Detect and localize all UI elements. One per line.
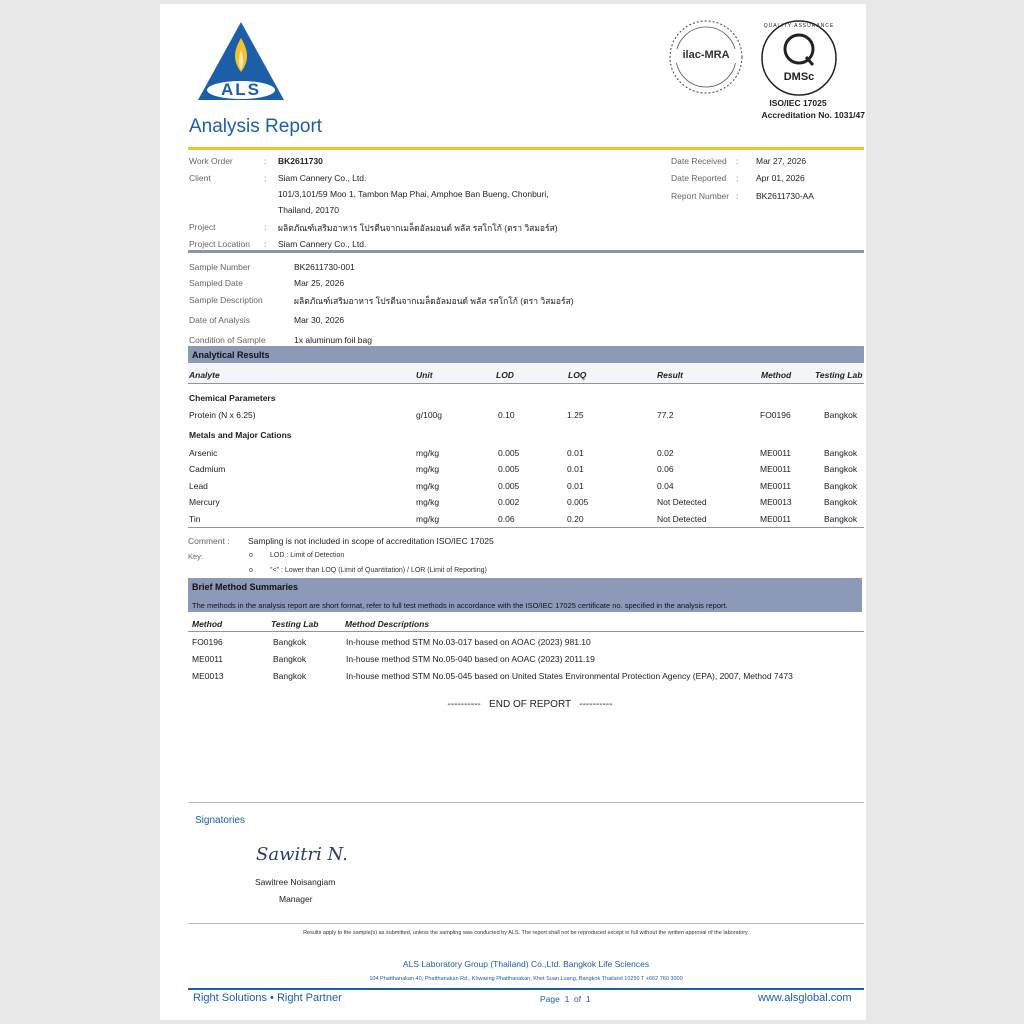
table-row — [188, 448, 864, 460]
date-of-analysis-label: Date of Analysis — [189, 315, 250, 325]
ilac-mra-logo — [668, 19, 744, 95]
cell-loq: 0.005 — [567, 497, 589, 507]
comment-label: Comment : — [188, 536, 230, 546]
work-order-label: Work Order — [189, 156, 233, 166]
report-number-value: BK2611730-AA — [756, 191, 814, 201]
sampled-date-value: Mar 25, 2026 — [294, 278, 345, 288]
analytical-results-title: Analytical Results — [192, 350, 270, 360]
cell-analyte: Tin — [189, 514, 201, 524]
colon: : — [736, 191, 739, 201]
table-row — [188, 514, 864, 526]
table-row — [188, 497, 864, 509]
method-code: ME0013 — [192, 671, 224, 681]
sample-description-label: Sample Description — [189, 295, 263, 305]
cell-unit: mg/kg — [416, 481, 440, 491]
project-value: ผลิตภัณฑ์เสริมอาหาร โปรตีนจากเมล็ดอัลมอนด์ พลัส รสโกโก้ (ตรา วิสมอร์ส) — [278, 223, 558, 233]
cell-unit: mg/kg — [416, 448, 440, 458]
project-location-label: Project Location — [189, 239, 250, 249]
comment-text: Sampling is not included in scope of accreditation ISO/IEC 17025 — [248, 536, 494, 546]
cell-unit: mg/kg — [416, 497, 440, 507]
method-code: ME0011 — [192, 654, 224, 664]
accreditation-number: Accreditation No. 1031/47 — [761, 110, 865, 120]
key-lod: LOD : Limit of Detection — [270, 552, 345, 559]
footer-divider — [188, 923, 864, 924]
date-reported-value: Apr 01, 2026 — [756, 173, 805, 183]
cell-testing-lab: Bangkok — [824, 514, 858, 524]
page-title: Analysis Report — [189, 116, 323, 137]
condition-value: 1x aluminum foil bag — [294, 335, 372, 345]
analytical-results-band — [188, 346, 864, 363]
th-unit: Unit — [416, 370, 433, 380]
method-description: In-house method STM No.05-040 based on AOAC (2023) 2011.19 — [346, 654, 595, 664]
cell-lod: 0.005 — [498, 448, 520, 458]
method-row — [188, 637, 864, 649]
signatory-name: Sawitree Noisangiam — [255, 877, 336, 887]
th-lod: LOD — [496, 370, 514, 380]
th-analyte: Analyte — [189, 370, 220, 380]
report-page — [160, 4, 866, 1020]
cell-analyte: Lead — [189, 481, 208, 491]
signatories-label: Signatories — [195, 815, 246, 826]
date-reported-label: Date Reported — [671, 173, 727, 183]
key-loq: "<" : Lower than LOQ (Limit of Quantitation) / LOR (Limit of Reporting) — [270, 567, 487, 574]
dmsc-logo — [760, 19, 838, 97]
method-row — [188, 671, 864, 683]
cell-testing-lab: Bangkok — [824, 464, 858, 474]
dmsc-text: DMSc — [783, 71, 815, 83]
th-method: Method — [761, 370, 792, 380]
cell-result: Not Detected — [657, 514, 707, 524]
method-description: In-house method STM No.05-045 based on United States Environmental Protection Agency (EPA), 2007, Method 7473 — [346, 671, 793, 681]
ilac-mra-text: ilac-MRA — [682, 49, 730, 61]
cell-loq: 0.01 — [567, 464, 584, 474]
cell-result: 77.2 — [657, 410, 674, 420]
cell-result: Not Detected — [657, 497, 707, 507]
colon: : — [264, 222, 267, 232]
signatories-divider — [188, 802, 864, 803]
cell-lod: 0.005 — [498, 464, 520, 474]
signature: Sawitri N. — [256, 844, 348, 865]
colon: : — [264, 173, 267, 183]
client-address-2: Thailand, 20170 — [278, 205, 339, 215]
sampled-date-label: Sampled Date — [189, 278, 243, 288]
work-order-value: BK2611730 — [278, 156, 323, 166]
sample-number-value: BK2611730-001 — [294, 262, 355, 272]
method-lab: Bangkok — [273, 671, 307, 681]
sample-description-value: ผลิตภัณฑ์เสริมอาหาร โปรตีนจากเมล็ดอัลมอนด์ พลัส รสโกโก้ (ตรา วิสมอร์ส) — [294, 296, 574, 306]
method-lab: Bangkok — [273, 637, 307, 647]
sample-number-label: Sample Number — [189, 262, 251, 272]
th-loq: LOQ — [568, 370, 587, 380]
condition-label: Condition of Sample — [189, 335, 266, 345]
date-of-analysis-value: Mar 30, 2026 — [294, 315, 345, 325]
als-logo-text: ALS — [221, 80, 261, 99]
cell-loq: 1.25 — [567, 410, 584, 420]
cell-testing-lab: Bangkok — [824, 497, 858, 507]
cell-analyte: Arsenic — [189, 448, 218, 458]
cell-method: ME0011 — [760, 514, 792, 524]
website-link[interactable]: www.alsglobal.com — [758, 992, 852, 1004]
cell-analyte: Protein (N x 6.25) — [189, 410, 256, 420]
table-row — [188, 464, 864, 476]
table-row — [188, 481, 864, 493]
cell-method: ME0011 — [760, 448, 792, 458]
project-label: Project — [189, 222, 216, 232]
company-address: 104 Phatthanakan 40, Phatthanakan Rd., Khwaeng Phatthanakan, Khet Suan Luang, Bangkok Thailand 10250 T +662 760 3000 — [369, 976, 683, 982]
colon: : — [736, 156, 739, 166]
method-lab: Bangkok — [273, 654, 307, 664]
th-testing-lab: Testing Lab — [815, 370, 863, 380]
cell-loq: 0.01 — [567, 448, 584, 458]
colon: : — [264, 156, 267, 166]
method-row — [188, 654, 864, 666]
cell-lod: 0.10 — [498, 410, 515, 420]
footer-bottom-line — [188, 988, 864, 990]
th-method-descriptions: Method Descriptions — [345, 619, 430, 629]
colon: : — [264, 239, 267, 249]
end-of-report: ---------- END OF REPORT ---------- — [447, 699, 613, 710]
methods-header-divider — [188, 631, 864, 632]
cell-method: FO0196 — [760, 410, 791, 420]
key-bullet: o — [249, 567, 253, 574]
method-summaries-title: Brief Method Summaries — [192, 582, 299, 592]
cell-loq: 0.20 — [567, 514, 584, 524]
project-location-value: Siam Cannery Co., Ltd. — [278, 239, 367, 249]
section-divider — [188, 250, 864, 253]
cell-unit: mg/kg — [416, 514, 440, 524]
cell-result: 0.06 — [657, 464, 674, 474]
cell-result: 0.02 — [657, 448, 674, 458]
group-chemical-parameters: Chemical Parameters — [189, 393, 276, 403]
slogan: Right Solutions • Right Partner — [193, 992, 342, 1004]
company-name: ALS Laboratory Group (Thailand) Co.,Ltd. Bangkok Life Sciences — [402, 959, 650, 969]
client-address-1: 101/3,101/59 Moo 1, Tambon Map Phai, Amphoe Ban Bueng, Chonburi, — [278, 189, 549, 199]
table-row — [188, 410, 864, 422]
cell-result: 0.04 — [657, 481, 674, 491]
cell-testing-lab: Bangkok — [824, 448, 858, 458]
key-label: Key: — [188, 552, 204, 561]
cell-unit: mg/kg — [416, 464, 440, 474]
colon: : — [736, 173, 739, 183]
group-metals: Metals and Major Cations — [189, 430, 292, 440]
cell-method: ME0013 — [760, 497, 792, 507]
iso-label: ISO/IEC 17025 — [769, 98, 827, 108]
report-number-label: Report Number — [671, 191, 730, 201]
cell-testing-lab: Bangkok — [824, 481, 858, 491]
client-value: Siam Cannery Co., Ltd. — [278, 173, 367, 183]
dmsc-ring-text: QUALITY ASSURANCE — [763, 23, 835, 29]
cell-loq: 0.01 — [567, 481, 584, 491]
date-received-label: Date Received — [671, 156, 727, 166]
method-summaries-note: The methods in the analysis report are short format, refer to full test methods in accordance with the ISO/IEC 17025 certificate no. specified in the analysis report. — [192, 601, 728, 610]
page-number: Page 1 of 1 — [540, 994, 591, 1004]
method-description: In-house method STM No.03-017 based on AOAC (2023) 981.10 — [346, 637, 591, 647]
cell-unit: g/100g — [416, 410, 442, 420]
th-testing-lab: Testing Lab — [271, 619, 319, 629]
cell-analyte: Mercury — [189, 497, 220, 507]
cell-method: ME0011 — [760, 481, 792, 491]
results-bottom-divider — [188, 527, 864, 528]
th-result: Result — [657, 370, 683, 380]
header-divider — [188, 147, 864, 150]
cell-method: ME0011 — [760, 464, 792, 474]
cell-lod: 0.005 — [498, 481, 520, 491]
client-label: Client — [189, 173, 211, 183]
als-logo — [196, 20, 286, 102]
cell-lod: 0.06 — [498, 514, 515, 524]
cell-analyte: Cadmium — [189, 464, 226, 474]
method-summaries-band — [188, 578, 862, 612]
method-code: FO0196 — [192, 637, 223, 647]
disclaimer: Results apply to the sample(s) as submitted, unless the sampling was conducted by ALS. The report shall not be reproduced except in full without the written approval of the laboratory. — [303, 930, 749, 936]
signatory-role: Manager — [279, 894, 313, 904]
th-method: Method — [192, 619, 223, 629]
cell-testing-lab: Bangkok — [824, 410, 858, 420]
key-bullet: o — [249, 552, 253, 559]
date-received-value: Mar 27, 2026 — [756, 156, 807, 166]
cell-lod: 0.002 — [498, 497, 520, 507]
